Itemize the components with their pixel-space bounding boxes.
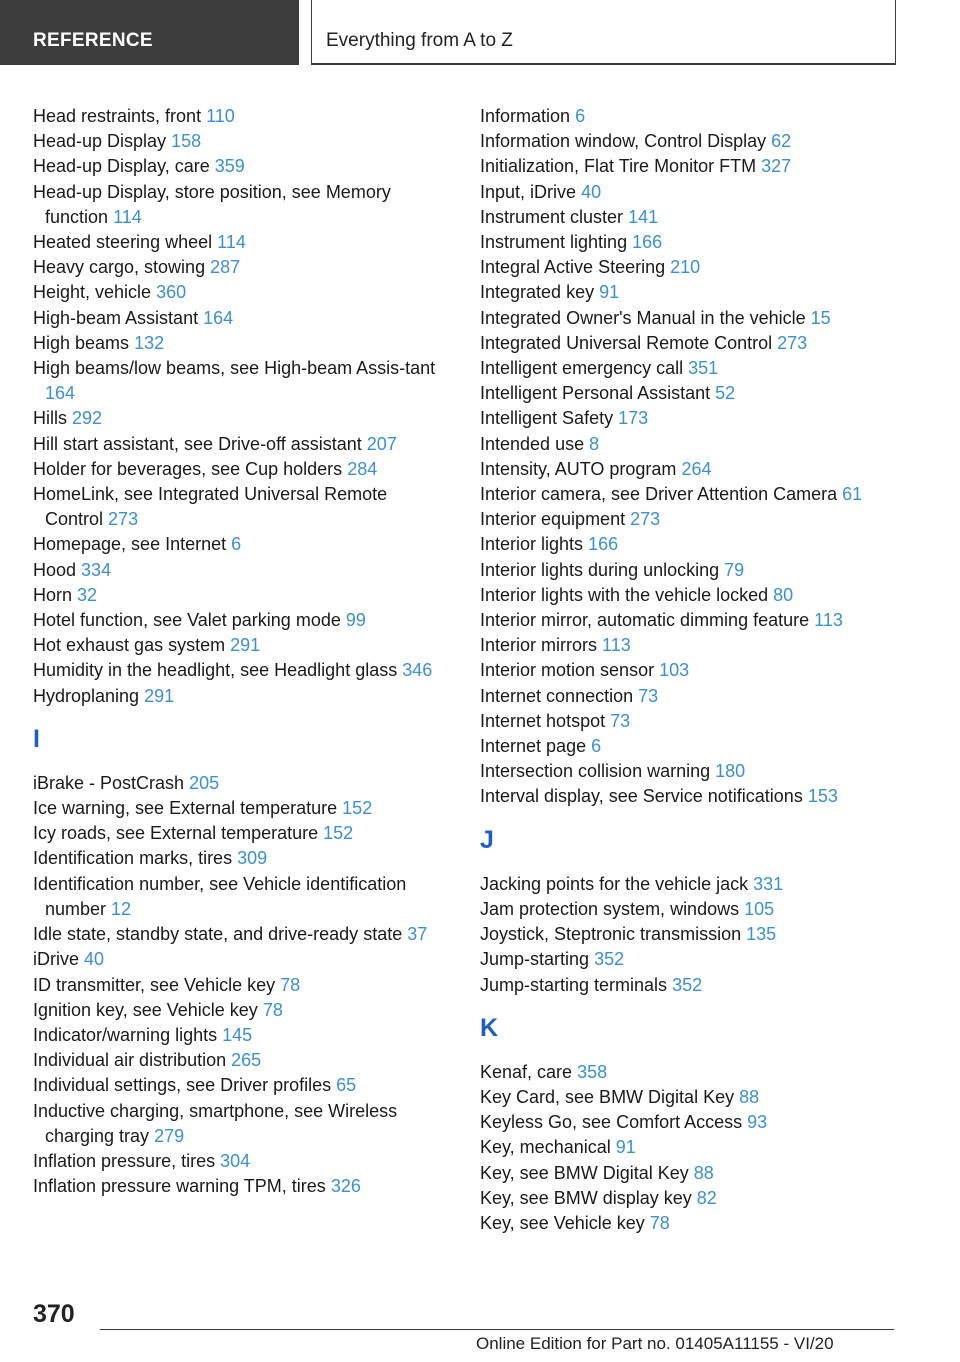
- page-reference-link[interactable]: 205: [189, 772, 220, 793]
- index-entry: [480, 709, 900, 734]
- index-entry-text: Individual air distribution: [33, 1050, 227, 1071]
- index-entry: [33, 608, 443, 633]
- index-entry: [480, 872, 900, 897]
- index-column-right: [480, 104, 900, 1236]
- page-reference-link[interactable]: 359: [214, 156, 245, 177]
- index-entry-text: Internet connection: [480, 685, 634, 706]
- index-entry: [33, 1099, 443, 1149]
- index-entry-text: Inflation pressure, tires: [33, 1150, 216, 1171]
- index-entry: [33, 558, 443, 583]
- chapter-title: Everything from A to Z: [326, 30, 513, 51]
- index-entry-text: Kenaf, care: [480, 1061, 573, 1082]
- index-entry-text: Integrated key: [480, 282, 595, 303]
- index-entry-text: Indicator/warning lights: [33, 1024, 218, 1045]
- index-entry-text: Integral Active Steering: [480, 257, 666, 278]
- index-entry: [480, 973, 900, 998]
- index-entry: [480, 154, 900, 179]
- page-reference-link[interactable]: 351: [688, 358, 719, 379]
- page-reference-link[interactable]: 326: [330, 1176, 361, 1197]
- page-reference-link[interactable]: 145: [222, 1024, 253, 1045]
- page-reference-link[interactable]: 12: [111, 898, 132, 919]
- index-entry-text: High beams/low beams, see High-beam Assis-tant: [33, 358, 436, 379]
- page-reference-link[interactable]: 37: [407, 924, 428, 945]
- index-entry-text: Interior lights with the vehicle locked: [480, 584, 769, 605]
- page-reference-link[interactable]: 135: [746, 924, 777, 945]
- index-entry: [33, 532, 443, 557]
- page-reference-link[interactable]: 61: [842, 484, 863, 505]
- index-entry: [480, 684, 900, 709]
- page-reference-link[interactable]: 113: [602, 635, 631, 656]
- index-entry-text: Hills: [33, 408, 67, 429]
- index-entry: [33, 1048, 443, 1073]
- index-letter-heading: K: [480, 1013, 499, 1042]
- index-entry-text: Individual settings, see Driver profiles: [33, 1075, 332, 1096]
- index-entry-text: Key, see BMW display key: [480, 1187, 692, 1208]
- index-entry: [480, 1135, 900, 1160]
- index-entry: [480, 356, 900, 381]
- index-entry-text: Integrated Owner's Manual in the vehicle: [480, 307, 806, 328]
- index-entry: [33, 129, 443, 154]
- index-entry-text: Information window, Control Display: [480, 131, 767, 152]
- index-entry: [480, 331, 900, 356]
- index-entry-text: Jump-starting terminals: [480, 974, 668, 995]
- index-entry: [33, 104, 443, 129]
- index-entry-text: HomeLink, see Integrated Universal Remote Control: [33, 484, 388, 530]
- index-entry-text: Homepage, see Internet: [33, 534, 227, 555]
- index-entry-text: Head-up Display: [33, 131, 167, 152]
- index-entry-text: Key Card, see BMW Digital Key: [480, 1086, 735, 1107]
- index-entry: [33, 432, 443, 457]
- index-entry-text: Ice warning, see External temperature: [33, 798, 338, 819]
- index-entry: [33, 872, 443, 922]
- page-reference-link[interactable]: 6: [231, 534, 242, 555]
- index-entry: [33, 230, 443, 255]
- index-entry: [480, 482, 900, 507]
- page-reference-link[interactable]: 15: [810, 307, 831, 328]
- page-reference-link[interactable]: 158: [171, 131, 202, 152]
- index-entry-text: Input, iDrive: [480, 181, 577, 202]
- index-entry-text: Icy roads, see External temperature: [33, 823, 319, 844]
- page-reference-link[interactable]: 287: [210, 257, 241, 278]
- index-entry: [33, 922, 443, 947]
- index-entry: [480, 457, 900, 482]
- page-reference-link[interactable]: 40: [84, 949, 105, 970]
- index-entry-text: Humidity in the headlight, see Headlight glass: [33, 660, 398, 681]
- page-reference-link[interactable]: 153: [807, 786, 838, 807]
- index-entry-text: Jacking points for the vehicle jack: [480, 873, 749, 894]
- index-entry: [480, 129, 900, 154]
- index-entry: [480, 558, 900, 583]
- page-reference-link[interactable]: 99: [345, 610, 366, 631]
- index-entry: [33, 1073, 443, 1098]
- index-entry-text: Interior equipment: [480, 509, 626, 530]
- index-entry: [33, 771, 443, 796]
- index-entry: [33, 1023, 443, 1048]
- index-entry: [480, 280, 900, 305]
- index-entry: [33, 306, 443, 331]
- index-entry-text: Jam protection system, windows: [480, 898, 740, 919]
- index-entry: [33, 633, 443, 658]
- page-reference-link[interactable]: 52: [715, 383, 736, 404]
- index-entry-text: Integrated Universal Remote Control: [480, 332, 773, 353]
- index-entry: [33, 482, 443, 532]
- index-entry: [33, 154, 443, 179]
- page-reference-link[interactable]: 78: [649, 1212, 670, 1233]
- index-entry: [33, 356, 443, 406]
- page-reference-link[interactable]: 327: [761, 156, 792, 177]
- index-entry: [480, 406, 900, 431]
- page-reference-link[interactable]: 80: [773, 584, 794, 605]
- index-letter-heading: J: [480, 825, 494, 854]
- page-reference-link[interactable]: 91: [615, 1137, 636, 1158]
- index-entry-text: Interior motion sensor: [480, 660, 655, 681]
- index-entry: [480, 922, 900, 947]
- page-reference-link[interactable]: 173: [618, 408, 649, 429]
- page-reference-link[interactable]: 265: [231, 1050, 262, 1071]
- index-entry-text: Identification number, see Vehicle identification number: [33, 873, 407, 919]
- index-entry-text: Intelligent Personal Assistant: [480, 383, 711, 404]
- index-entry-text: Instrument cluster: [480, 206, 624, 227]
- index-entry: [480, 608, 900, 633]
- index-entry: [33, 331, 443, 356]
- index-entry-text: Height, vehicle: [33, 282, 152, 303]
- page-reference-link[interactable]: 113: [814, 610, 843, 631]
- page-reference-link[interactable]: 304: [220, 1150, 251, 1171]
- index-entry: [480, 306, 900, 331]
- index-entry-text: Initialization, Flat Tire Monitor FTM: [480, 156, 757, 177]
- page-reference-link[interactable]: 358: [577, 1061, 608, 1082]
- page-reference-link[interactable]: 164: [203, 307, 234, 328]
- page-reference-link[interactable]: 6: [575, 106, 586, 126]
- index-entry: [480, 381, 900, 406]
- index-entry: [33, 998, 443, 1023]
- page-reference-link[interactable]: 164: [45, 383, 76, 404]
- index-entry: [480, 1211, 900, 1236]
- index-entry: [33, 1174, 443, 1199]
- page-reference-link[interactable]: 346: [402, 660, 433, 681]
- index-entry-text: Jump-starting: [480, 949, 590, 970]
- page-reference-link[interactable]: 279: [154, 1125, 185, 1146]
- page-reference-link[interactable]: 78: [280, 974, 301, 995]
- page-reference-link[interactable]: 292: [72, 408, 103, 429]
- page-reference-link[interactable]: 273: [777, 332, 808, 353]
- page-reference-link[interactable]: 207: [366, 433, 397, 454]
- index-entry-text: Interior mirrors: [480, 635, 598, 656]
- index-entry-text: Head-up Display, care: [33, 156, 210, 177]
- page-reference-link[interactable]: 73: [638, 685, 659, 706]
- index-entry-text: iDrive: [33, 949, 80, 970]
- index-entry-text: High beams: [33, 332, 130, 353]
- index-entry: [480, 759, 900, 784]
- page-reference-link[interactable]: 6: [591, 736, 602, 757]
- index-entry-text: Intersection collision warning: [480, 761, 711, 782]
- page-reference-link[interactable]: 291: [230, 635, 261, 656]
- index-entry-text: Inductive charging, smartphone, see Wireless charging tray: [33, 1100, 398, 1146]
- page-reference-link[interactable]: 88: [693, 1162, 714, 1183]
- page-reference-link[interactable]: 93: [747, 1112, 768, 1133]
- index-entry-text: Key, see BMW Digital Key: [480, 1162, 689, 1183]
- page-reference-link[interactable]: 8: [589, 433, 600, 454]
- page-reference-link[interactable]: 334: [81, 559, 112, 580]
- index-entry: [480, 230, 900, 255]
- index-entry-text: Joystick, Steptronic transmission: [480, 924, 742, 945]
- page-reference-link[interactable]: 152: [323, 823, 354, 844]
- index-entry: [33, 796, 443, 821]
- page-reference-link[interactable]: 79: [724, 559, 745, 580]
- index-entry: [33, 1149, 443, 1174]
- index-entry: [33, 583, 443, 608]
- index-entry-text: Interior lights: [480, 534, 584, 555]
- index-entry: [480, 205, 900, 230]
- index-entry-text: Horn: [33, 584, 73, 605]
- edition-note: Online Edition for Part no. 01405A11155 - VI/20: [476, 1334, 834, 1353]
- section-tab: [0, 0, 299, 65]
- index-entry-text: Ignition key, see Vehicle key: [33, 999, 258, 1020]
- index-entry-text: Identification marks, tires: [33, 848, 233, 869]
- page-reference-link[interactable]: 114: [217, 232, 246, 253]
- index-entry: [480, 1161, 900, 1186]
- index-entry-text: Intelligent Safety: [480, 408, 614, 429]
- index-entry-text: Interior camera, see Driver Attention Camera: [480, 484, 838, 505]
- index-entry-text: Holder for beverages, see Cup holders: [33, 458, 343, 479]
- index-entry: [480, 734, 900, 759]
- page-reference-link[interactable]: 360: [156, 282, 187, 303]
- index-entry: [480, 633, 900, 658]
- page-reference-link[interactable]: 166: [632, 232, 663, 253]
- index-entry-text: Head restraints, front: [33, 106, 202, 126]
- index-entry-text: iBrake - PostCrash: [33, 772, 185, 793]
- index-entry-text: Head-up Display, store position, see Memory function: [33, 181, 391, 227]
- page-reference-link[interactable]: 273: [108, 509, 139, 530]
- index-entry-text: Key, mechanical: [480, 1137, 611, 1158]
- index-entry-text: Internet page: [480, 736, 587, 757]
- page-reference-link[interactable]: 82: [696, 1187, 717, 1208]
- page-reference-link[interactable]: 264: [681, 458, 712, 479]
- index-entry: [480, 255, 900, 280]
- index-entry: [480, 180, 900, 205]
- page-reference-link[interactable]: 62: [771, 131, 792, 152]
- page-reference-link[interactable]: 32: [77, 584, 98, 605]
- page-reference-link[interactable]: 88: [739, 1086, 760, 1107]
- index-entry: [480, 1110, 900, 1135]
- index-entry-text: Internet hotspot: [480, 710, 606, 731]
- index-entry-text: Information: [480, 106, 571, 126]
- index-entry: [480, 104, 900, 129]
- page-reference-link[interactable]: 40: [581, 181, 602, 202]
- index-entry: [480, 658, 900, 683]
- page-reference-link[interactable]: 352: [672, 974, 703, 995]
- page-reference-link[interactable]: 166: [588, 534, 619, 555]
- index-entry: [480, 784, 900, 809]
- index-entry-text: Intensity, AUTO program: [480, 458, 677, 479]
- footer-divider: [100, 1329, 894, 1330]
- index-entry-text: High-beam Assistant: [33, 307, 199, 328]
- index-entry-text: Interior lights during unlocking: [480, 559, 720, 580]
- page-reference-link[interactable]: 309: [237, 848, 268, 869]
- index-entry: [33, 457, 443, 482]
- page-reference-link[interactable]: 65: [336, 1075, 357, 1096]
- page-reference-link[interactable]: 180: [715, 761, 746, 782]
- index-entry-text: Idle state, standby state, and drive-ready state: [33, 924, 403, 945]
- index-entry: [33, 846, 443, 871]
- index-entry: [33, 821, 443, 846]
- page-reference-link[interactable]: 73: [610, 710, 631, 731]
- page-reference-link[interactable]: 91: [599, 282, 620, 303]
- index-entry-text: Intended use: [480, 433, 585, 454]
- index-entry: [33, 973, 443, 998]
- page-header: [0, 0, 960, 66]
- index-entry-text: Interval display, see Service notifications: [480, 786, 803, 807]
- page-number: 370: [33, 1300, 75, 1328]
- index-entry: [33, 658, 443, 683]
- page-reference-link[interactable]: 152: [342, 798, 373, 819]
- index-entry: [480, 532, 900, 557]
- index-entry-text: Instrument lighting: [480, 232, 628, 253]
- index-entry-text: Interior mirror, automatic dimming feature: [480, 610, 810, 631]
- index-entry: [33, 280, 443, 305]
- index-entry-text: Heated steering wheel: [33, 232, 213, 253]
- index-entry: [480, 897, 900, 922]
- index-entry-text: Hood: [33, 559, 77, 580]
- index-entry-text: Keyless Go, see Comfort Access: [480, 1112, 743, 1133]
- index-entry: [480, 583, 900, 608]
- index-entry: [33, 406, 443, 431]
- index-entry-text: Hydroplaning: [33, 685, 140, 706]
- page-reference-link[interactable]: 291: [144, 685, 175, 706]
- index-entry-text: Hot exhaust gas system: [33, 635, 226, 656]
- page-reference-link[interactable]: 210: [670, 257, 701, 278]
- index-entry-text: Key, see Vehicle key: [480, 1212, 645, 1233]
- index-entry-text: Hill start assistant, see Drive-off assistant: [33, 433, 362, 454]
- index-entry: [480, 432, 900, 457]
- page-reference-link[interactable]: 284: [347, 458, 378, 479]
- page-reference-link[interactable]: 331: [753, 873, 784, 894]
- index-entry: [480, 947, 900, 972]
- chapter-title-box: [311, 0, 896, 65]
- page-reference-link[interactable]: 114: [113, 206, 142, 227]
- page-reference-link[interactable]: 273: [630, 509, 661, 530]
- page-reference-link[interactable]: 103: [659, 660, 690, 681]
- page-reference-link[interactable]: 132: [134, 332, 165, 353]
- index-entry-text: Intelligent emergency call: [480, 358, 684, 379]
- page-reference-link[interactable]: 141: [628, 206, 659, 227]
- page-reference-link[interactable]: 105: [744, 898, 775, 919]
- section-label: REFERENCE: [33, 30, 153, 51]
- page-reference-link[interactable]: 110: [206, 106, 235, 126]
- index-column-left: [33, 104, 443, 1199]
- index-entry-text: Hotel function, see Valet parking mode: [33, 610, 341, 631]
- index-entry: [480, 1186, 900, 1211]
- index-entry: [480, 1085, 900, 1110]
- index-entry: [33, 255, 443, 280]
- index-entry: [480, 507, 900, 532]
- index-entry: [33, 684, 443, 709]
- index-entry-text: ID transmitter, see Vehicle key: [33, 974, 276, 995]
- page-reference-link[interactable]: 78: [262, 999, 283, 1020]
- index-entry: [33, 180, 443, 230]
- index-entry: [33, 947, 443, 972]
- index-letter-heading: I: [33, 724, 40, 753]
- page-reference-link[interactable]: 352: [594, 949, 625, 970]
- index-entry: [480, 1060, 900, 1085]
- index-entry-text: Heavy cargo, stowing: [33, 257, 206, 278]
- index-entry-text: Inflation pressure warning TPM, tires: [33, 1176, 326, 1197]
